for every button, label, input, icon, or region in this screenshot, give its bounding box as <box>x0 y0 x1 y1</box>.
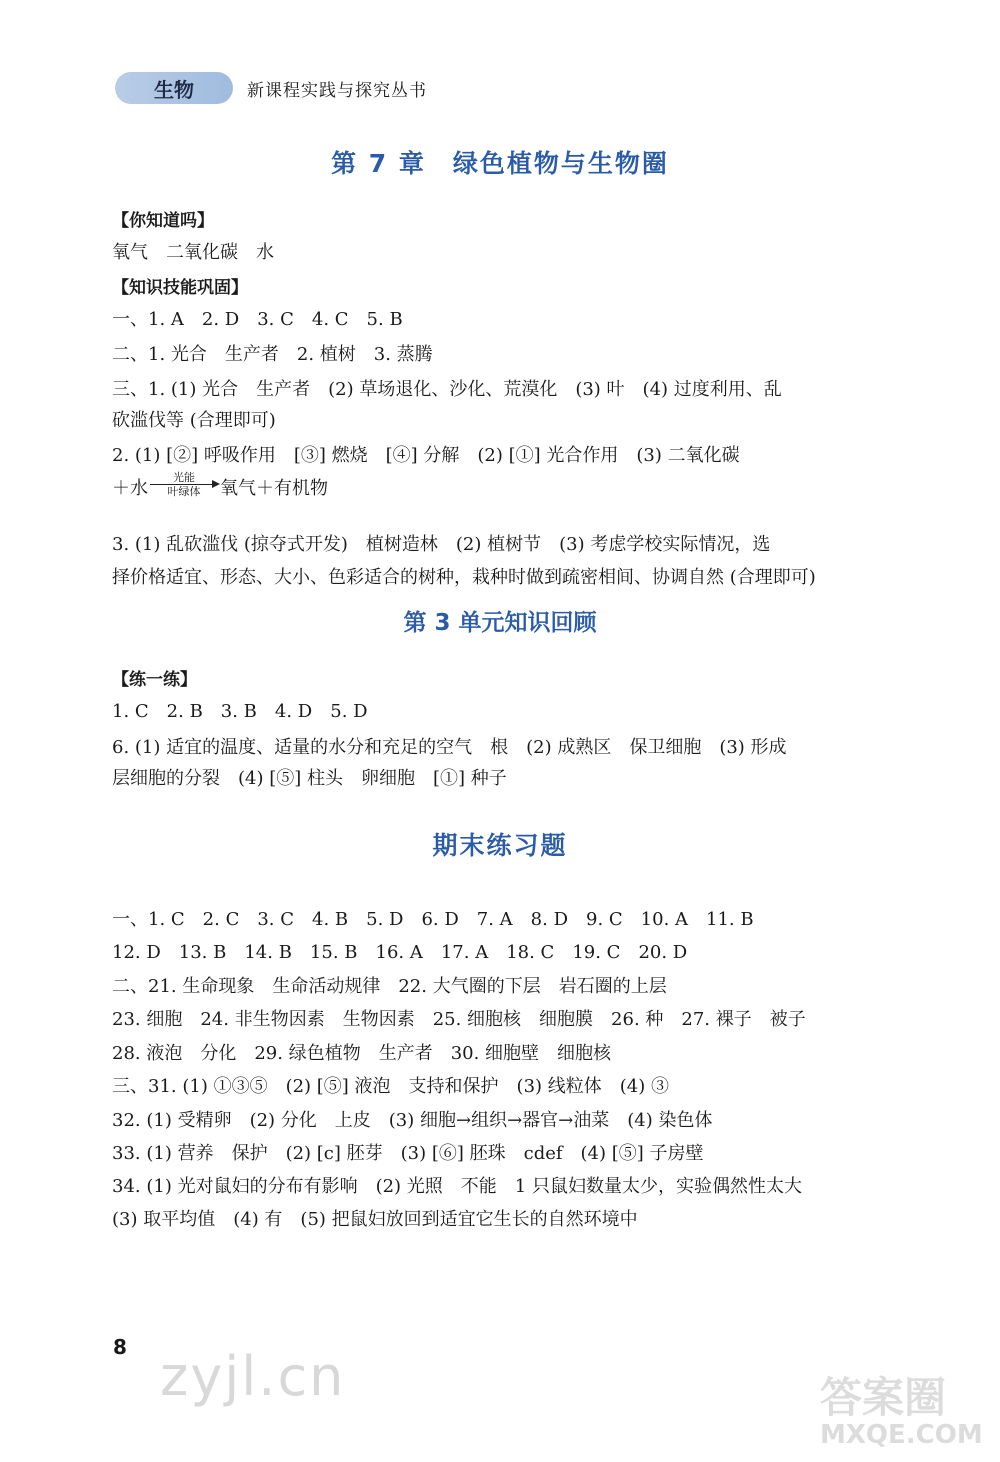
answer-line: 三、1. (1) 光合 生产者 (2) 草场退化、沙化、荒漠化 (3) 叶 (4) 过度利用、乱 <box>112 379 782 400</box>
series-title: 新课程实践与探究丛书 <box>247 80 427 101</box>
know-answer: 氧气 二氧化碳 水 <box>112 242 274 263</box>
watermark-right-url: MXQE.COM <box>820 1420 983 1450</box>
page-header <box>115 70 427 106</box>
answer-line: 砍滥伐等 (合理即可) <box>112 410 276 431</box>
subject-label: 生物 <box>115 72 233 104</box>
watermark-left: zyjl.cn <box>160 1345 346 1408</box>
answer-line: 32. (1) 受精卵 (2) 分化 上皮 (3) 细胞→组织→器官→油菜 (4) 染色体 <box>112 1110 713 1131</box>
practice-heading: 【练一练】 <box>112 670 197 690</box>
unit3-title: 第 3 单元知识回顾 <box>403 610 597 636</box>
answer-line: 二、21. 生命现象 生命活动规律 22. 大气圈的下层 岩石圈的上层 <box>112 976 667 997</box>
formula-condition-bottom: 叶绿体 <box>167 485 201 498</box>
answer-line: 23. 细胞 24. 非生物因素 生物因素 25. 细胞核 细胞膜 26. 种 27. 裸子 被子 <box>112 1009 806 1030</box>
answer-line: 3. (1) 乱砍滥伐 (掠夺式开发) 植树造林 (2) 植树节 (3) 考虑学校实际情况，选 <box>112 534 771 555</box>
answer-line: 一、1. A 2. D 3. C 4. C 5. B <box>112 309 403 330</box>
answer-line: 一、1. C 2. C 3. C 4. B 5. D 6. D 7. A 8. D 9. C 10. A 11. B <box>112 909 754 930</box>
answer-line: 34. (1) 光对鼠妇的分布有影响 (2) 光照 不能 1 只鼠妇数量太少，实验偶然性太大 <box>112 1176 802 1197</box>
formula-right: 氧气＋有机物 <box>220 477 328 499</box>
answer-line: 三、31. (1) ①③⑤ (2) [⑤] 液泡 支持和保护 (3) 线粒体 (4) ③ <box>112 1076 669 1097</box>
answer-line: 2. (1) [②] 呼吸作用 [③] 燃烧 [④] 分解 (2) [①] 光合作用 (3) 二氧化碳 <box>112 445 740 466</box>
reaction-arrow-icon <box>150 471 218 498</box>
answer-line: 6. (1) 适宜的温度、适量的水分和充足的空气 根 (2) 成熟区 保卫细胞 (3) 形成 <box>112 737 787 758</box>
final-exercises-title: 期末练习题 <box>432 831 568 860</box>
answer-line: 12. D 13. B 14. B 15. B 16. A 17. A 18. C 19. C 20. D <box>112 942 688 963</box>
skills-heading: 【知识技能巩固】 <box>112 278 248 298</box>
answer-line: 33. (1) 营养 保护 (2) [c] 胚芽 (3) [⑥] 胚珠 cdef (4) [⑤] 子房壁 <box>112 1143 704 1164</box>
page-number: 8 <box>113 1335 127 1359</box>
photosynthesis-formula <box>112 473 328 500</box>
watermark-right-logo: 答案圈 <box>820 1373 947 1422</box>
answer-line: (3) 取平均值 (4) 有 (5) 把鼠妇放回到适宜它生长的自然环境中 <box>112 1209 638 1230</box>
answer-line: 1. C 2. B 3. B 4. D 5. D <box>112 701 368 722</box>
answer-line: 择价格适宜、形态、大小、色彩适合的树种，栽种时做到疏密相间、协调自然 (合理即可) <box>112 567 816 588</box>
answer-line: 层细胞的分裂 (4) [⑤] 柱头 卵细胞 [①] 种子 <box>112 768 507 789</box>
formula-condition-top: 光能 <box>173 471 195 484</box>
chapter7-title: 第 7 章 绿色植物与生物圈 <box>331 149 669 178</box>
answer-line: 28. 液泡 分化 29. 绿色植物 生产者 30. 细胞壁 细胞核 <box>112 1043 612 1064</box>
formula-left: ＋水 <box>112 477 148 499</box>
know-heading: 【你知道吗】 <box>112 211 214 231</box>
answer-line: 二、1. 光合 生产者 2. 植树 3. 蒸腾 <box>112 344 433 365</box>
